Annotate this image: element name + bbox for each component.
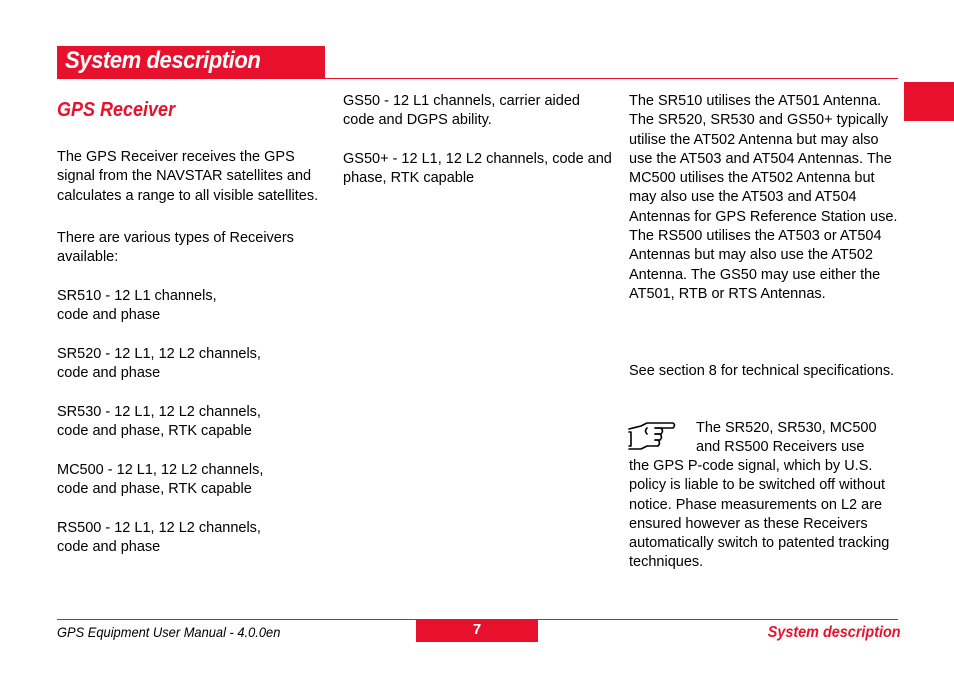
receiver-line: code and phase [57, 365, 161, 382]
receiver-item [57, 345, 327, 384]
gs50plus-description: GS50+ - 12 L1, 12 L2 channels, code and phase, RTK capable [343, 151, 612, 187]
receiver-line: code and phase [57, 539, 161, 556]
antennas-paragraph: The SR510 utilises the AT501 Antenna. The SR520, SR530 and GS50+ typically utilise the AT502 Antenna but may also use the AT503 and AT504 Antennas. The MC500 utilises the AT502 Antenna but may also use the AT503 and AT504 Antennas for GPS Reference Station use. The RS500 utilises the AT503 or AT504 Antennas but may also use the AT502 Antenna. The GS50 may use either the AT501, RTB or RTS Antennas. [629, 93, 898, 302]
see-section-paragraph: See section 8 for technical specifications. [629, 363, 895, 379]
receiver-item [57, 287, 327, 326]
manual-title: GPS Equipment User Manual - 4.0.0en [57, 624, 281, 640]
receiver-item [57, 461, 327, 500]
receiver-line: code and phase, RTK capable [57, 423, 252, 440]
receiver-line: SR530 - 12 L1, 12 L2 channels, [57, 404, 261, 420]
receiver-line: RS500 - 12 L1, 12 L2 channels, [57, 520, 261, 536]
receiver-line: MC500 - 12 L1, 12 L2 channels, [57, 462, 264, 478]
receiver-item [57, 519, 327, 558]
intro-paragraph: The GPS Receiver receives the GPS signal from the NAVSTAR satellites and calculates a range to all visible satellites. [57, 149, 319, 204]
receiver-line: SR510 - 12 L1 channels, [57, 288, 217, 304]
receiver-item [57, 403, 327, 442]
gs50-description: GS50 - 12 L1 channels, carrier aided code and DGPS ability. [343, 93, 580, 129]
note-text-rest: the GPS P-code signal, which by U.S. policy is liable to be switched off without notice. Phase measurements on L2 are ensured however as these Receivers automatically switch to patented tracking techniques. [629, 458, 890, 571]
header-rule [325, 78, 898, 79]
note-text-first: The SR520, SR530, MC500 and RS500 Receivers use [696, 420, 877, 456]
types-intro: There are various types of Receivers available: [57, 230, 294, 266]
page-number: 7 [416, 620, 538, 642]
pointing-hand-icon [627, 420, 677, 452]
section-heading: GPS Receiver [57, 99, 176, 121]
receiver-line: code and phase [57, 307, 161, 324]
page-title: System description [65, 47, 261, 74]
chapter-tab [904, 82, 954, 121]
receiver-line: SR520 - 12 L1, 12 L2 channels, [57, 346, 261, 362]
receiver-line: code and phase, RTK capable [57, 481, 252, 498]
footer-section-title: System description [768, 624, 901, 641]
